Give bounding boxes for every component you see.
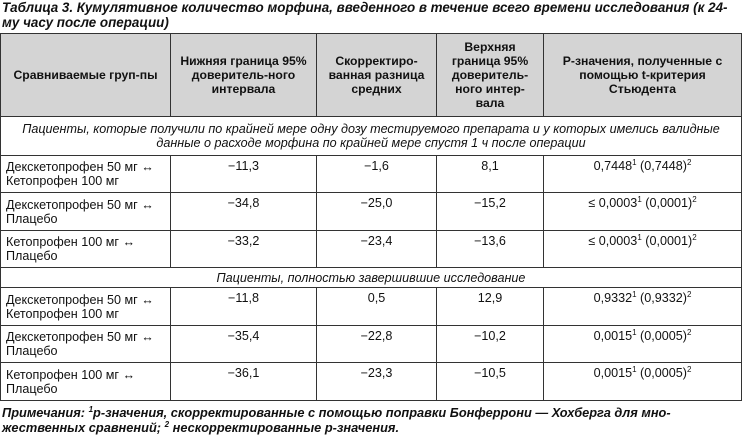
p-value-cell: ≤ $0,0003^1$ $(0,0001)^2$	[544, 193, 742, 231]
group-cell: Декскетопрофен 50 мг ↔ Плацебо	[1, 193, 171, 231]
table-row	[1, 288, 742, 326]
group-cell: Кетопрофен 100 мг ↔ Плацебо	[1, 230, 171, 268]
group-cell: Декскетопрофен 50 мг ↔ Плацебо	[1, 325, 171, 363]
p-value-cell: 0,9332$^1$ $(0,9332)^2$	[544, 288, 742, 326]
table-row	[1, 363, 742, 401]
section-row	[1, 268, 742, 288]
upper-cell: −15,2	[437, 193, 544, 231]
section-title: Пациенты, которые получили по крайней мере одну дозу тестируемого препарата и у которых имелись валидные данные о расходе морфина по крайней мере спустя 1 ч после операции	[1, 117, 742, 156]
header-p-values: Р-значения, полученные с помощью t-критерия Стьюдента	[544, 34, 742, 117]
lower-cell: −36,1	[171, 363, 317, 401]
header-lower-bound: Нижняя граница 95% доверитель-ного интервала	[171, 34, 317, 117]
lower-cell: −33,2	[171, 230, 317, 268]
diff-cell: 0,5	[317, 288, 437, 326]
p-value-cell: 0,7448$^1$ $(0,7448)^2$	[544, 155, 742, 193]
header-row	[1, 34, 742, 117]
table-row	[1, 193, 742, 231]
upper-cell: 12,9	[437, 288, 544, 326]
diff-cell: −23,3	[317, 363, 437, 401]
upper-cell: −10,2	[437, 325, 544, 363]
upper-cell: −13,6	[437, 230, 544, 268]
header-upper-bound: Верхняя граница 95% доверитель-ного интер-вала	[437, 34, 544, 117]
p-value-cell: 0,0015$^1$ $(0,0005)^2$	[544, 363, 742, 401]
table-row	[1, 325, 742, 363]
table-caption: Таблица 3. Кумулятивное количество морфина, введенного в течение всего времени исследования (к 24-му часу после операции)	[2, 0, 728, 30]
table-row	[1, 155, 742, 193]
footnote-text-1: р-значения, скорректированные с помощью поправки Бонферрони — Хохберга для мно-жественных сравнений;	[2, 405, 671, 435]
morphine-table	[0, 33, 742, 401]
group-cell: Декскетопрофен 50 мг ↔ Кетопрофен 100 мг	[1, 288, 171, 326]
diff-cell: −25,0	[317, 193, 437, 231]
diff-cell: −22,8	[317, 325, 437, 363]
footnote-label: Примечания:	[2, 405, 89, 420]
lower-cell: −34,8	[171, 193, 317, 231]
diff-cell: −1,6	[317, 155, 437, 193]
footnote-marker-1: 1	[88, 405, 94, 414]
p-value-cell: ≤ $0,0003^1$ $(0,0001)^2$	[544, 230, 742, 268]
section-title: Пациенты, полностью завершившие исследование	[1, 268, 742, 288]
upper-cell: −10,5	[437, 363, 544, 401]
table-footnote	[2, 405, 740, 435]
header-mean-difference: Скорректиро-ванная разница средних	[317, 34, 437, 117]
header-groups: Сравниваемые груп-пы	[1, 34, 171, 117]
upper-cell: 8,1	[437, 155, 544, 193]
table-row	[1, 230, 742, 268]
p-value-cell: 0,0015$^1$ $(0,0005)^2$	[544, 325, 742, 363]
lower-cell: −35,4	[171, 325, 317, 363]
lower-cell: −11,3	[171, 155, 317, 193]
section-row	[1, 117, 742, 156]
footnote-marker-2: 2	[164, 420, 170, 429]
group-cell: Кетопрофен 100 мг ↔ Плацебо	[1, 363, 171, 401]
group-cell: Декскетопрофен 50 мг ↔ Кетопрофен 100 мг	[1, 155, 171, 193]
footnote-text-2: нескорректированные р-значения.	[169, 420, 400, 435]
lower-cell: −11,8	[171, 288, 317, 326]
diff-cell: −23,4	[317, 230, 437, 268]
